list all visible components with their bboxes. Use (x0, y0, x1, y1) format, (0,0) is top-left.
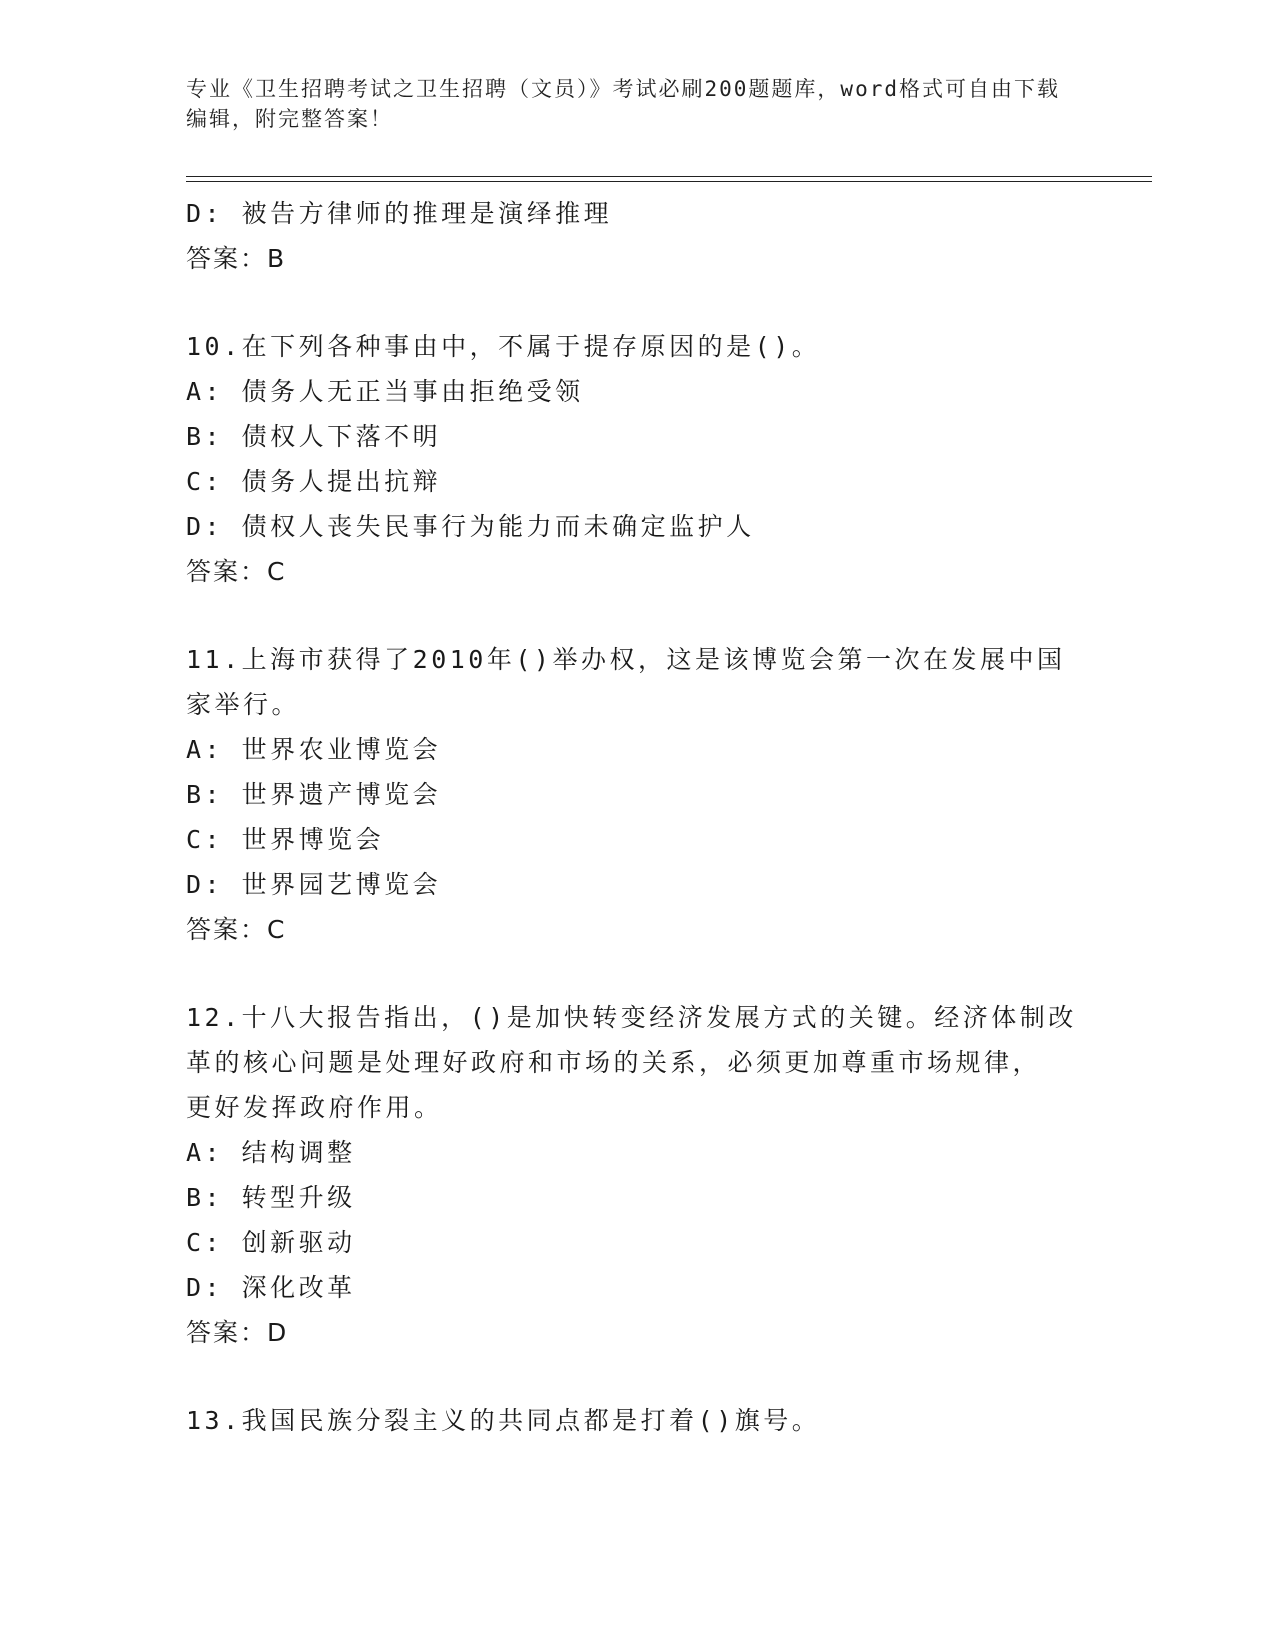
option-c: C: 世界博览会 (186, 825, 385, 854)
option-c: C: 创新驱动 (186, 1228, 356, 1257)
question-block-12 (186, 995, 1086, 1355)
header-divider-top (186, 176, 1152, 177)
question-stem-line: 更好发挥政府作用。 (186, 1093, 443, 1122)
answer-label: 答案：C (186, 915, 287, 944)
question-stem-line: 家举行。 (186, 690, 301, 719)
option-d: D: 深化改革 (186, 1273, 356, 1302)
question-stem-line: 12.十八大报告指出，()是加快转变经济发展方式的关键。经济体制改 (186, 1003, 1077, 1032)
option-a: A: 债务人无正当事由拒绝受领 (186, 377, 584, 406)
question-block-13 (186, 1398, 1086, 1443)
question-block-10 (186, 324, 1086, 594)
question-stem-line: 11.上海市获得了2010年()举办权，这是该博览会第一次在发展中国 (186, 645, 1066, 674)
option-d: D: 世界园艺博览会 (186, 870, 442, 899)
question-stem: 10.在下列各种事由中，不属于提存原因的是()。 (186, 332, 821, 361)
option-d: D: 债权人丧失民事行为能力而未确定监护人 (186, 512, 755, 541)
option-a: A: 世界农业博览会 (186, 735, 442, 764)
spacer (186, 594, 1086, 637)
spacer (186, 1355, 1086, 1398)
option-a: A: 结构调整 (186, 1138, 356, 1167)
question-stem: 13.我国民族分裂主义的共同点都是打着()旗号。 (186, 1406, 821, 1435)
answer-label: 答案：C (186, 557, 287, 586)
header-divider-bottom (186, 181, 1152, 182)
answer-label: 答案：D (186, 1318, 289, 1347)
answer-label: 答案：B (186, 244, 287, 273)
question-stem-line: 革的核心问题是处理好政府和市场的关系，必须更加尊重市场规律， (186, 1048, 1042, 1077)
question-block-11 (186, 637, 1086, 952)
document-header-description: 专业《卫生招聘考试之卫生招聘（文员）》考试必刷200题题库，word格式可自由下载编辑，附完整答案！ (186, 77, 1060, 131)
option-b: B: 债权人下落不明 (186, 422, 442, 451)
spacer (186, 952, 1086, 995)
question-list (186, 191, 1086, 1443)
question-block-9 (186, 191, 1086, 281)
option-b: B: 世界遗产博览会 (186, 780, 442, 809)
spacer (186, 281, 1086, 324)
option-b: B: 转型升级 (186, 1183, 356, 1212)
option-d: D: 被告方律师的推理是演绎推理 (186, 199, 613, 228)
option-c: C: 债务人提出抗辩 (186, 467, 442, 496)
